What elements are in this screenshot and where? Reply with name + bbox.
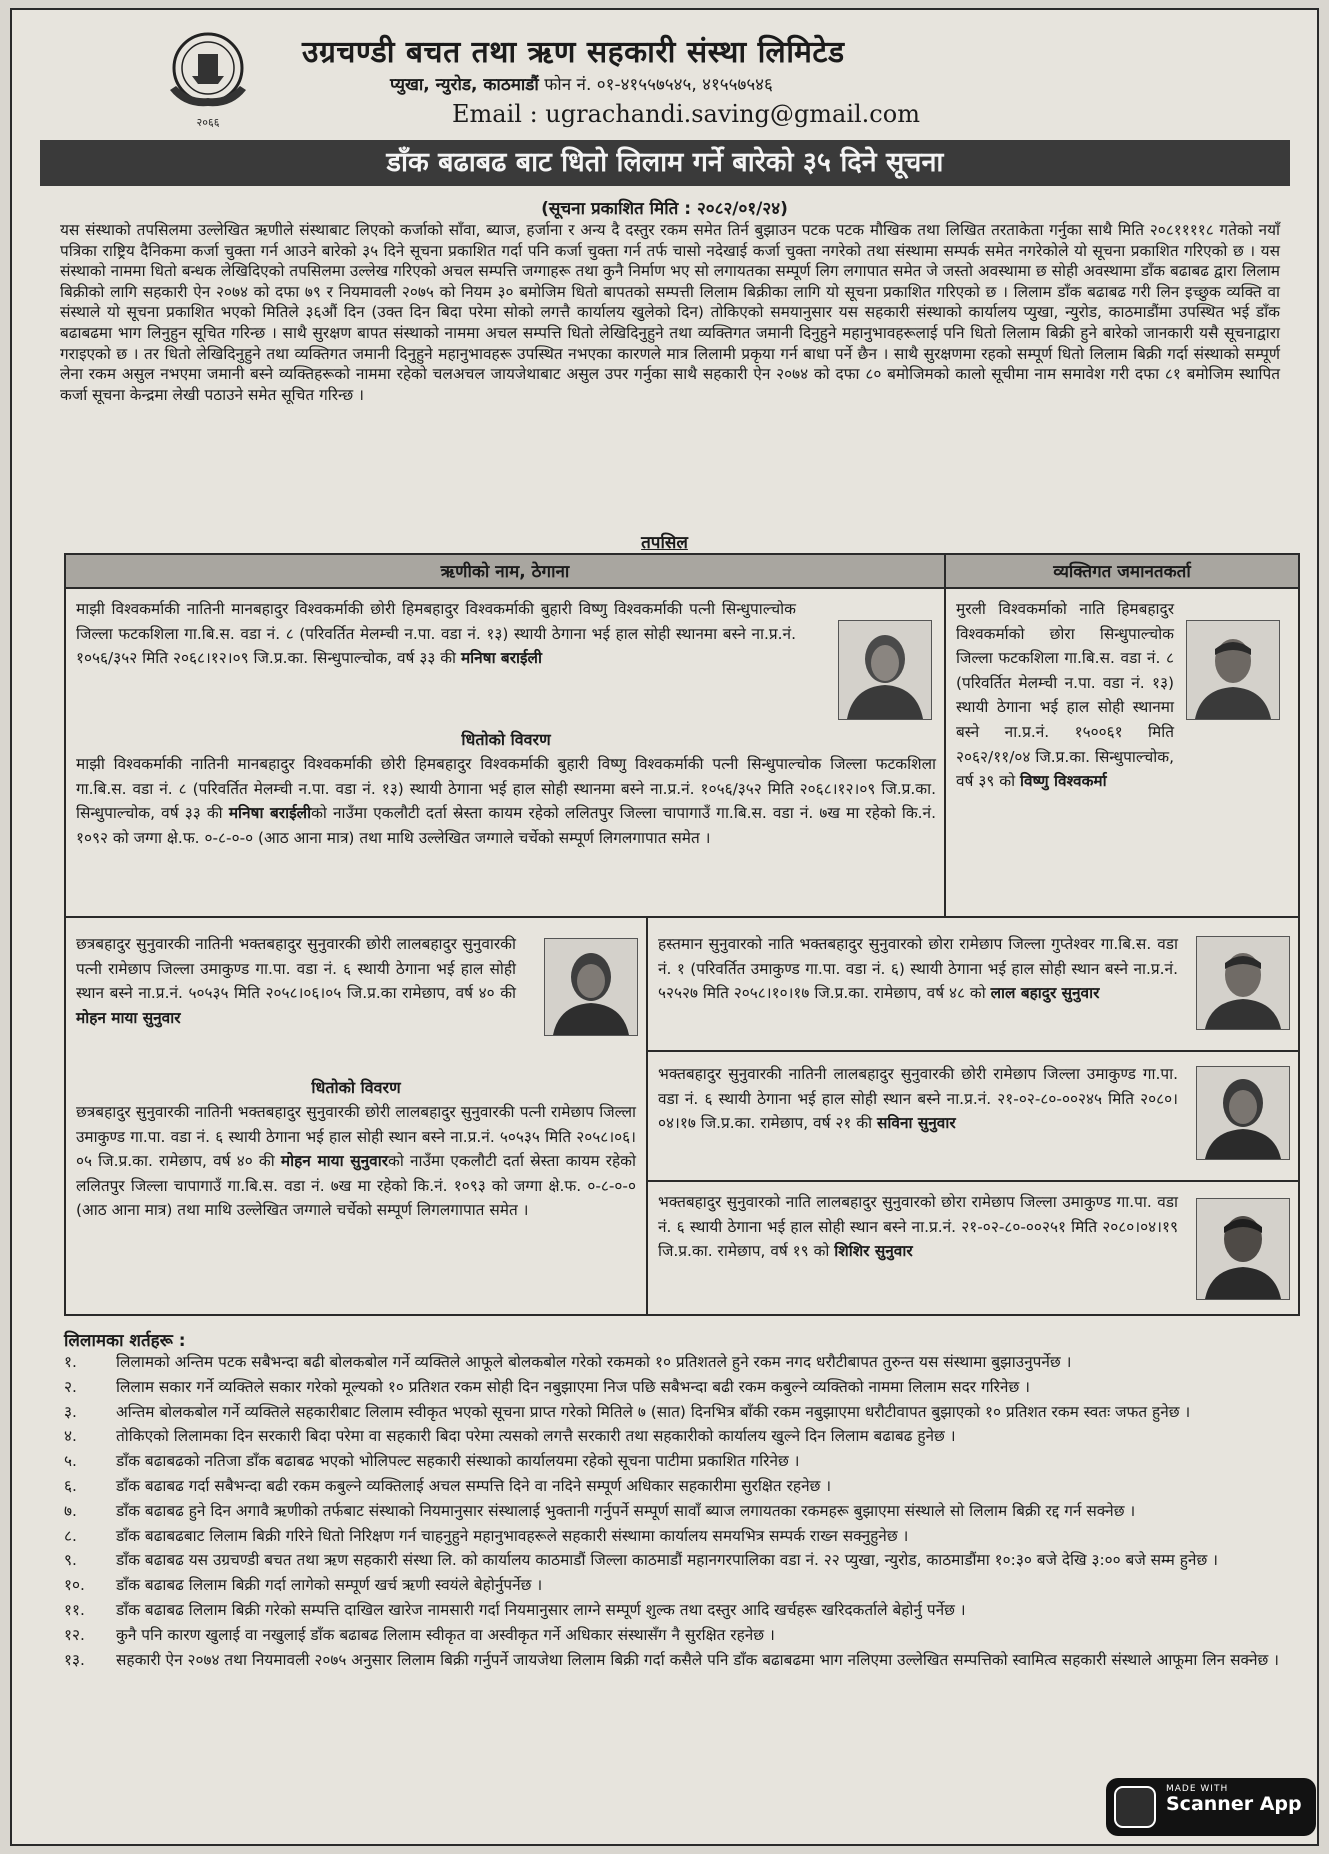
guarantor-2-details <box>658 932 1178 1006</box>
term-item <box>64 1375 1304 1400</box>
term-number: ११. <box>64 1600 85 1619</box>
term-number: १३. <box>64 1650 85 1669</box>
term-text: डाँक बढाबढको नतिजा डाँक बढाबढ भएको भोलिपल्ट सहकारी संस्थाको कार्यालयमा रहेको सूचना पाटीमा प्रकाशित गरिनेछ । <box>116 1452 800 1471</box>
guarantor-2-photo <box>1196 936 1290 1030</box>
guarantor-1-photo <box>1186 620 1280 720</box>
badge-made-with: MADE WITH <box>1166 1784 1229 1794</box>
term-item <box>64 1400 1304 1425</box>
term-number: ३. <box>64 1402 77 1421</box>
term-item <box>64 1524 1304 1549</box>
term-number: ८. <box>64 1526 77 1545</box>
borrower-1-photo <box>838 620 932 720</box>
guarantor-2-name: लाल बहादुर सुनुवार <box>990 984 1100 1003</box>
guarantor-1-text: मुरली विश्वकर्माको नाति हिमबहादुर विश्वकर्माको छोरा सिन्धुपाल्चोक जिल्ला फटकशिला गा.बि.स. वडा नं. ८ (परिवर्तित मेलम्ची न.पा. वडा नं. १३) स्थायी ठेगाना भई हाल सोही स्थानमा बस्ने ना.प्र.नं. १५००६१ मिति २०६२/११/०४ जि.प्र.का. सिन्धुपाल्चोक, वर्ष ३९ को <box>956 600 1174 791</box>
term-number: ५. <box>64 1452 77 1471</box>
scanner-app-badge <box>1106 1778 1316 1836</box>
term-number: ४. <box>64 1427 77 1446</box>
term-text: डाँक बढाबढ गर्दा सबैभन्दा बढी रकम कबुल्ने व्यक्तिलाई अचल सम्पत्ति दिने वा नदिने सम्पूर्ण अधिकार सहकारीमा सुरक्षित रहनेछ । <box>116 1476 832 1495</box>
column-header-borrower: ऋणीको नाम, ठेगाना <box>66 555 944 589</box>
notice-page <box>10 8 1319 1846</box>
guarantor-1-details <box>956 597 1174 794</box>
term-number: ९. <box>64 1551 77 1570</box>
term-item <box>64 1623 1304 1648</box>
term-item <box>64 1598 1304 1623</box>
borrower-2-photo <box>544 938 638 1036</box>
guarantor-3-name: सविना सुनुवार <box>877 1114 956 1133</box>
terms-list <box>64 1350 1304 1672</box>
org-address: प्युखा, न्युरोड, काठमाडौं <box>390 75 539 95</box>
collateral-1-name: मनिषा बराईली <box>228 804 312 823</box>
term-number: १०. <box>64 1576 85 1595</box>
schedule-title: तपसिल <box>641 533 688 553</box>
badge-app-name: Scanner App <box>1166 1793 1302 1815</box>
header <box>12 10 1317 129</box>
guarantor-divider-2 <box>648 1180 1298 1182</box>
term-text: डाँक बढाबढ यस उग्रचण्डी बचत तथा ऋण सहकारी संस्था लि. को कार्यालय काठमाडौं जिल्ला काठमाडौं महानगरपालिका वडा नं. २२ प्युखा, न्युरोड, काठमाडौंमा १०:३० बजे देखि ३:०० बजे सम्म हुनेछ । <box>116 1551 1218 1570</box>
org-phone: फोन नं. ०१-४१५५७५४५, ४१५५७५४६ <box>544 75 773 95</box>
logo-year: २०६६ <box>196 116 220 129</box>
guarantor-4-text: भक्तबहादुर सुनुवारको नाति लालबहादुर सुनुवारको छोरा रामेछाप जिल्ला उमाकुण्ड गा.पा. वडा नं. ६ स्थायी ठेगाना भई हाल सोही स्थान बस्ने ना.प्र.नं. २१-०२-८०-००२५१ मिति २०८०।०४।१९ जि.प्र.का. रामेछाप, वर्ष १९ को <box>658 1193 1178 1261</box>
schedule-table-1 <box>64 553 1300 918</box>
term-item <box>64 1449 1304 1474</box>
collateral-2-heading: धितोको विवरण <box>311 1078 401 1097</box>
guarantor-4-name: शिशिर सुनुवार <box>834 1242 913 1261</box>
collateral-1-text-b: को नाउँमा एकलौटी दर्ता स्रेस्ता कायम रहेको ललितपुर जिल्ला चापागाउँ गा.बि.स. वडा नं. ७ख मा रहेको कि.नं. १०९२ को जग्गा क्षे.फ. ०-८-०-० (आठ आना मात्र) तथा माथि उल्लेखित जग्गाले चर्चेको सम्पूर्ण लिगलगापात समेत । <box>76 804 936 847</box>
org-address-line <box>390 72 773 95</box>
column-header-guarantor: व्यक्तिगत जमानतकर्ता <box>946 555 1298 589</box>
guarantor-1-name: विष्णु विश्वकर्मा <box>1019 772 1107 791</box>
term-item <box>64 1424 1304 1449</box>
term-text: डाँक बढाबढ लिलाम बिक्री गरेको सम्पत्ति दाखिल खारेज नामसारी गर्दा नियमानुसार लाग्ने सम्पूर्ण शुल्क तथा दस्तुर आदि खर्चहरू खरिदकर्ताले बेहोर्नु पर्नेछ । <box>116 1600 966 1619</box>
term-text: सहकारी ऐन २०७४ तथा नियमावली २०७५ अनुसार लिलाम बिक्री गर्नुपर्ने जायजेथा लिलाम बिक्री गर्दा कसैले पनि डाँक बढाबढमा भाग नलिएमा उल्लेखित सम्पत्तिको स्वामित्व सहकारी संस्थाले आफूमा लिन सक्नेछ । <box>116 1650 1279 1669</box>
collateral-2-text-a: छत्रबहादुर सुनुवारकी नातिनी भक्तबहादुर सुनुवारकी छोरी लालबहादुर सुनुवारकी पत्नी रामेछाप जिल्ला उमाकुण्ड गा.पा. वडा नं. ६ स्थायी ठेगाना भई हाल सोही स्थान बस्ने ना.प्र.नं. ५०५३५ मिति २०५८।०६।०५ जि.प्र.का. रामेछाप, वर्ष ४० की <box>76 1103 636 1171</box>
collateral-2-text-b: को नाउँमा एकलौटी दर्ता स्रेस्ता कायम रहेको ललितपुर जिल्ला चापागाउँ गा.बि.स. वडा नं. ७ख मा रहेको कि.नं. १०९३ को जग्गा क्षे.फ. ०-८-०-० (आठ आना मात्र) तथा माथि उल्लेखित जग्गाले चर्चेको सम्पूर्ण लिगलगापात समेत । <box>76 1152 636 1220</box>
guarantor-divider-1 <box>648 1050 1298 1052</box>
term-text: अन्तिम बोलकबोल गर्ने व्यक्तिले सहकारीबाट लिलाम स्वीकृत भएको सूचना प्राप्त गरेको मितिले ७ (सात) दिनभित्र बाँकी रकम नबुझाएमा धरौटीवापत बुझाएको १० प्रतिशत रकम स्वतः जफत हुनेछ । <box>116 1402 1191 1421</box>
borrower-1-details <box>76 597 796 671</box>
term-item <box>64 1573 1304 1598</box>
borrower-2-text: छत्रबहादुर सुनुवारकी नातिनी भक्तबहादुर सुनुवारकी छोरी लालबहादुर सुनुवारकी पत्नी रामेछाप जिल्ला उमाकुण्ड गा.पा. वडा नं. ६ स्थायी ठेगाना भई हाल सोही स्थान बस्ने ना.प्र.नं. ५०५३५ मिति २०५८।०६।०५ जि.प्र.का रामेछाप, वर्ष ४० की <box>76 935 516 1003</box>
guarantor-4-details <box>658 1190 1178 1264</box>
collateral-2-name: मोहन माया सुनुवार <box>280 1152 388 1171</box>
collateral-1-details <box>76 752 936 850</box>
collateral-1-text-a: माझी विश्वकर्माकी नातिनी मानबहादुर विश्वकर्माकी छोरी हिमबहादुर विश्वकर्माकी बुहारी विष्णु विश्वकर्माकी पत्नी सिन्धुपाल्चोक जिल्ला फटकशिला गा.बि.स. वडा नं. ८ (परिवर्तित मेलम्ची न.पा. वडा नं. १३) स्थायी ठेगाना भई हाल सोही स्थानमा बस्ने ना.प्र.नं. १०५६/३५२ मिति २०६८।१२।०९ जि.प्र.का. सिन्धुपाल्चोक, वर्ष ३३ की <box>76 755 936 823</box>
column-divider-2 <box>646 918 648 1314</box>
term-text: डाँक बढाबढबाट लिलाम बिक्री गरिने धितो निरिक्षण गर्न चाहनुहुने महानुभावहरूले सहकारी संस्थामा कार्यालय समयभित्र सम्पर्क राख्न सक्नुहुनेछ । <box>116 1526 909 1545</box>
collateral-1-heading: धितोको विवरण <box>461 730 551 749</box>
notice-body: यस संस्थाको तपसिलमा उल्लेखित ऋणीले संस्थाबाट लिएको कर्जाको साँवा, ब्याज, हर्जाना र अन्य दै दस्तुर रकम समेत तिर्न बुझाउन पटक पटक मौखिक तथा लिखित तरताकेता गर्नुका साथै मिति २०८११११८ गतेको नयाँ पत्रिका राष्ट्रिय दैनिकमा कर्जा चुक्ता गर्न आउने बारेको ३५ दिने सूचना प्रकाशित गर्दा पनि कर्जा चुक्ता गर्न तर्फ चासो नदेखाई कर्जा चुक्ता नगरेको तथा संस्थामा सम्पर्क समेत नगरेकोले यो सूचना प्रकाशित गरिएको छ । यस संस्थाको नाममा धितो बन्धक लेखिदिएको तपसिलमा उल्लेख गरिएको अचल सम्पत्ति जग्गाहरू तथा कुनै निर्माण भए सो लगायतका सम्पूर्ण लिग लगापात समेत जे जस्तो अवस्थामा छ सोही अवस्थामा डाँक बढाबढ द्वारा लिलाम बिक्रीको लागि सहकारी ऐन २०७४ को दफा ७९ र नियमावली २०७५ को नियम ३० बमोजिम धितो बापतको सम्पत्ती लिलाम बिक्रीका लागि यो सूचना प्रकाशित गरिएको छ । लिलाम डाँक बढाबढ गरी लिन इच्छुक व्यक्ति वा संस्थाले यो सूचना प्रकाशित भएको मितिले ३६औं दिन (उक्त दिन बिदा परेमा सोको लगत्तै कार्यालय खुलेको दिन) तोकिएको समयानुसार यस सहकारी संस्थाको कार्यालय प्युखा, न्युरोड, काठमाडौंमा उपस्थित भई डाँक बढाबढमा भाग लिनुहुन सूचित गरिन्छ । साथै सुरक्षण बापत संस्थाको नाममा अचल सम्पत्ति धितो लेखिदिनुहुने तथा व्यक्तिगत जमानी दिनुहुने महानुभावहरूलाई पनि धितो लिलाम बिक्री हुने बारेको जानकारी यसै सूचनाद्वारा गराइएको छ । तर धितो लेखिदिनुहुने तथा व्यक्तिगत जमानी दिनुहुने महानुभावहरू उपस्थित नभएका कारणले मात्र लिलामी प्रकृया गर्न बाधा पर्ने छैन । साथै सुरक्षणमा रहको सम्पूर्ण धितो लिलाम बिक्री गर्दा संस्थाको सम्पूर्ण लेना रकम असुल नभएमा जमानी बस्ने व्यक्तिहरूको नाममा रहेको चलअचल जायजेथाबाट असुल उपर गर्नुका साथै सहकारी ऐन २०७४ को दफा ८० बमोजिमको कालो सूचीमा नाम समावेश गरी दफा ८१ बमोजिम स्थापित कर्जा सूचना केन्द्रमा लेखी पठाउने समेत सूचित गरिन्छ । <box>60 221 1281 404</box>
scanner-app-icon <box>1114 1786 1156 1828</box>
term-text: लिलामको अन्तिम पटक सबैभन्दा बढी बोलकबोल गर्ने व्यक्तिले आफूले बोलकबोल गरेको रकमको १० प्रतिशतले हुने रकम नगद धरौटीबापत तुरुन्त यस संस्थामा बुझाउनुपर्नेछ । <box>116 1353 1072 1371</box>
term-item <box>64 1350 1304 1375</box>
guarantor-3-photo <box>1196 1066 1290 1160</box>
term-number: ६. <box>64 1476 77 1495</box>
term-item <box>64 1648 1304 1673</box>
guarantor-2-text: हस्तमान सुनुवारको नाति भक्तबहादुर सुनुवारको छोरा रामेछाप जिल्ला गुप्तेश्वर गा.बि.स. वडा नं. १ (परिवर्तित उमाकुण्ड गा.पा. वडा नं. ६) स्थायी ठेगाना भई हाल सोही स्थान बस्ने ना.प्र.नं. ५२५२७ मिति २०५८।१०।१७ जि.प्र.का. रामेछाप, वर्ष ४८ को <box>658 935 1178 1003</box>
guarantor-3-details <box>658 1062 1178 1136</box>
borrower-2-name: मोहन माया सुनुवार <box>76 1008 181 1027</box>
org-name: उग्रचण्डी बचत तथा ऋण सहकारी संस्था लिमिटेड <box>302 35 845 70</box>
terms-title: लिलामका शर्तहरू : <box>64 1331 186 1351</box>
borrower-2-details <box>76 932 516 1030</box>
borrower-1-text: माझी विश्वकर्माकी नातिनी मानबहादुर विश्वकर्माकी छोरी हिमबहादुर विश्वकर्माकी बुहारी विष्णु विश्वकर्माकी पत्नी सिन्धुपाल्चोक जिल्ला फटकशिला गा.बि.स. वडा नं. ८ (परिवर्तित मेलम्ची न.पा. वडा नं. १३) स्थायी ठेगाना भई हाल सोही स्थानमा बस्ने ना.प्र.नं. १०५६/३५२ मिति २०६८।१२।०९ जि.प्र.का. सिन्धुपाल्चोक, वर्ष ३३ की <box>76 600 796 668</box>
term-number: २. <box>64 1377 77 1396</box>
published-date: (सूचना प्रकाशित मिति : २०८२/०१/२४) <box>541 199 788 219</box>
guarantor-3-text: भक्तबहादुर सुनुवारकी नातिनी लालबहादुर सुनुवारकी छोरी रामेछाप जिल्ला उमाकुण्ड गा.पा. वडा नं. ६ स्थायी ठेगाना भई हाल सोही स्थान बस्ने ना.प्र.नं. २१-०२-८०-००२४५ मिति २०८०।०४।१७ जि.प्र.का. रामेछाप, वर्ष २१ की <box>658 1065 1178 1133</box>
term-number: १. <box>64 1353 77 1371</box>
guarantor-4-photo <box>1196 1198 1290 1300</box>
term-item <box>64 1548 1304 1573</box>
notice-title: डाँक बढाबढ बाट धितो लिलाम गर्ने बारेको ३५ दिने सूचना <box>40 140 1290 186</box>
term-number: ७. <box>64 1501 77 1520</box>
collateral-2-details <box>76 1100 636 1223</box>
column-divider <box>944 555 946 916</box>
term-item <box>64 1499 1304 1524</box>
term-item <box>64 1474 1304 1499</box>
cooperative-logo <box>162 28 254 130</box>
term-number: १२. <box>64 1625 85 1644</box>
term-text: डाँक बढाबढ लिलाम बिक्री गर्दा लागेको सम्पूर्ण खर्च ऋणी स्वयंले बेहोर्नुपर्नेछ । <box>116 1576 543 1595</box>
term-text: लिलाम सकार गर्ने व्यक्तिले सकार गरेको मूल्यको १० प्रतिशत रकम सोही दिन नबुझाएमा निज पछि सबैभन्दा बढी रकम कबुल्ने व्यक्तिको नाममा लिलाम सदर गरिनेछ । <box>116 1377 1030 1396</box>
term-text: कुनै पनि कारण खुलाई वा नखुलाई डाँक बढाबढ लिलाम स्वीकृत वा अस्वीकृत गर्ने अधिकार संस्थासँग नै सुरक्षित रहनेछ । <box>116 1625 775 1644</box>
schedule-table-2 <box>64 916 1300 1316</box>
borrower-1-name: मनिषा बराईली <box>460 649 542 668</box>
org-email: Email : ugrachandi.saving@gmail.com <box>452 100 920 128</box>
term-text: तोकिएको लिलामका दिन सरकारी बिदा परेमा वा सहकारी बिदा परेमा त्यसको लगत्तै सरकारी तथा सहकारीको कार्यालय खुल्ने दिन लिलाम बढाबढ हुनेछ । <box>116 1427 956 1446</box>
term-text: डाँक बढाबढ हुने दिन अगावै ऋणीको तर्फबाट संस्थाको नियमानुसार संस्थालाई भुक्तानी गर्नुपर्ने सम्पूर्ण सावाँ ब्याज लगायतका रकमहरू बुझाएमा संस्थाले सो लिलाम बिक्री रद्द गर्न सक्नेछ । <box>116 1501 1136 1520</box>
